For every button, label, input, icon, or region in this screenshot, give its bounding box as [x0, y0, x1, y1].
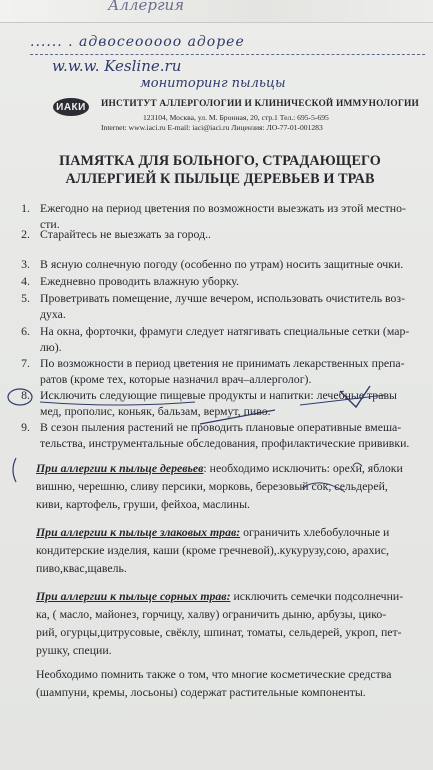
institute-address: 123104, Москва, ул. М. Бронная, 20, стр.1 Тел.: 695-5-695	[143, 113, 329, 122]
underline-mark	[40, 402, 195, 405]
institute-contacts: Internet: www.iaci.ru E-mail: iaci@iaci.ru Лицензия: ЛО-77-01-001283	[101, 123, 323, 132]
institute-logo: ИАКИ	[53, 98, 89, 116]
section-weed-pollen: При аллергии к пыльце сорных трав: исключить семечки подсолнечни- ка, ( масло, майонез, горчицу, халву) ограничить дыню, арбузы, цико- рий, огурцы,цитрусовые, свёклу, шпинат, томаты, сельдерей, укроп, пет- рушку, специи.	[36, 589, 404, 657]
section-cereal-pollen: При аллергии к пыльце злаковых трав: ограничить хлебобулочные и кондитерские изделия, каши (кроме гречневой),.кукурузу,сою, арахис, пиво,квас,щавель.	[36, 525, 390, 575]
institute-name: ИНСТИТУТ АЛЛЕРГОЛОГИИ И КЛИНИЧЕСКОЙ ИММУНОЛОГИИ	[101, 99, 419, 109]
handwritten-note: мониторинг пыльцы	[140, 76, 286, 91]
strike-herbs-mark	[300, 395, 385, 405]
section-tree-pollen: При аллергии к пыльце деревьев: необходимо исключить: орехи, яблоки вишню, черешню, сливу персики, морковь, березовый сок, сельдерей, киви, картофель, груши, фейхоа, маслины.	[36, 461, 403, 511]
check-mark	[340, 386, 370, 407]
circle-celery-mark	[302, 483, 345, 492]
strike-mark	[200, 410, 275, 424]
memo-title-line2: АЛЛЕРГИЕЙ К ПЫЛЬЦЕ ДЕРЕВЬЕВ И ТРАВ	[65, 171, 375, 187]
circle-orehi-mark	[353, 463, 362, 466]
handwritten-website: w.w.w. Kesline.ru	[52, 57, 182, 75]
bracket-mark	[13, 458, 16, 482]
handwritten-top: Аллергия	[108, 0, 185, 14]
handwritten-line-text: ...... . адвосеооооо адорее	[30, 34, 245, 50]
memo-title-line1: ПАМЯТКА ДЛЯ БОЛЬНОГО, СТРАДАЮЩЕГО	[59, 153, 381, 169]
circle-mark	[8, 389, 32, 405]
section-cosmetics: Необходимо помнить также о том, что многие косметические средства (шампуни, кремы, лосьоны) содержат растительные компоненты.	[36, 667, 392, 699]
